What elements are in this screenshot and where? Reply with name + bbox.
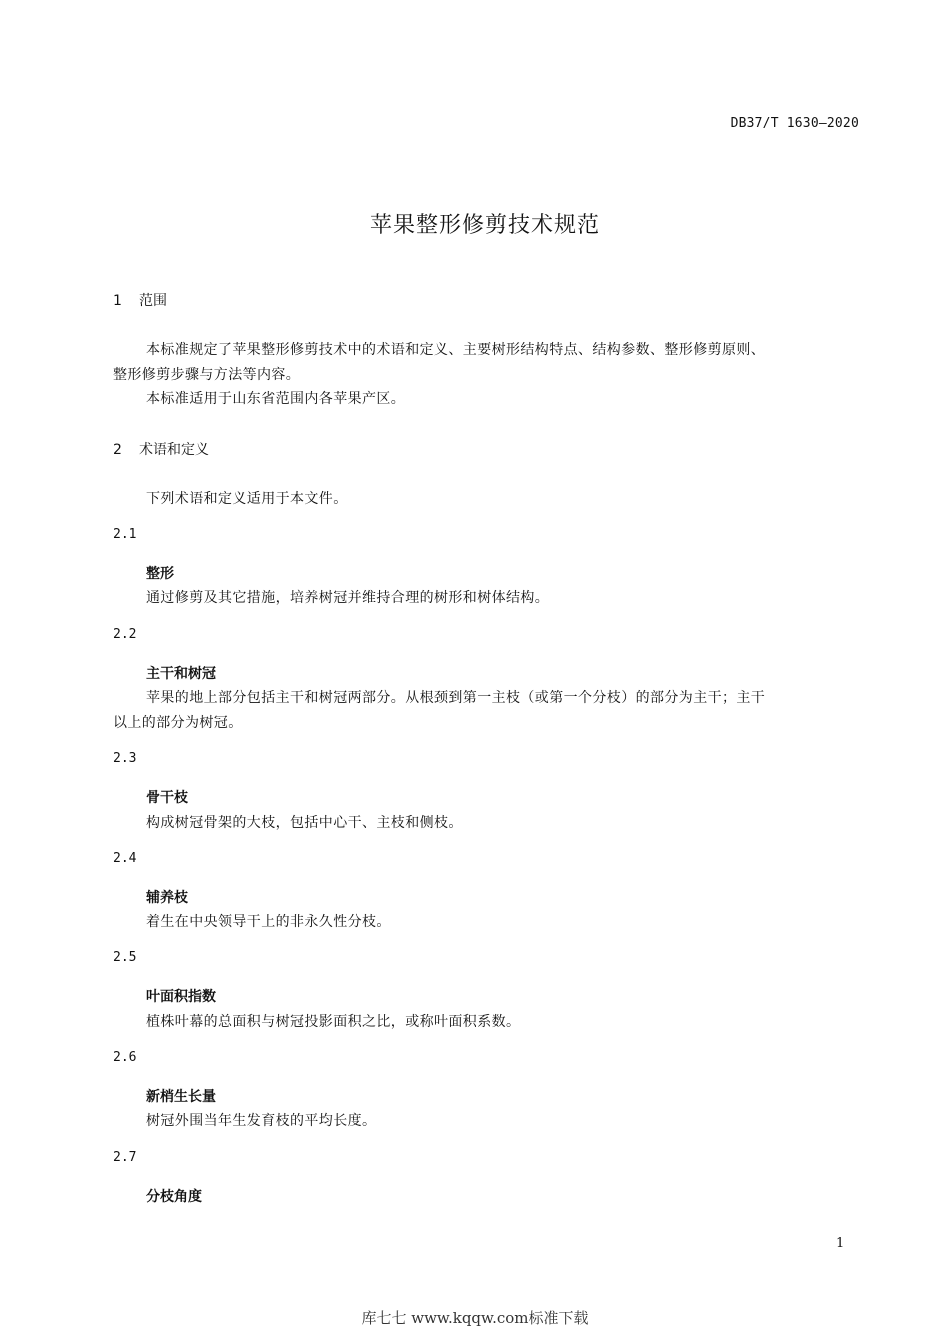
term-definition: 着生在中央领导干上的非永久性分枝。 <box>146 914 391 930</box>
scope-paragraph-1: 本标准规定了苹果整形修剪技术中的术语和定义、主要树形结构特点、结构参数、整形修剪原则、 <box>146 342 766 358</box>
section-number: 2 <box>113 442 122 458</box>
terms-intro: 下列术语和定义适用于本文件。 <box>146 491 348 507</box>
section-number: 1 <box>113 293 122 309</box>
term-title: 主干和树冠 <box>146 666 216 682</box>
term-definition: 通过修剪及其它措施，培养树冠并维持合理的树形和树体结构。 <box>146 590 550 606</box>
clause-number: 2.7 <box>113 1150 137 1165</box>
scope-paragraph-1-cont: 整形修剪步骤与方法等内容。 <box>113 367 301 383</box>
term-title: 分枝角度 <box>146 1189 202 1205</box>
section-heading-terms <box>113 439 209 459</box>
clause-number: 2.2 <box>113 627 137 642</box>
document-title: 苹果整形修剪技术规范 <box>369 213 600 238</box>
section-title: 范围 <box>139 293 167 309</box>
term-title: 整形 <box>146 566 174 582</box>
term-title: 骨干枝 <box>146 790 188 806</box>
term-definition-cont: 以上的部分为树冠。 <box>113 715 243 731</box>
term-definition: 构成树冠骨架的大枝，包括中心干、主枝和侧枝。 <box>146 815 463 831</box>
term-title: 辅养枝 <box>146 890 188 906</box>
section-title: 术语和定义 <box>139 442 209 458</box>
term-definition: 树冠外围当年生发育枝的平均长度。 <box>146 1113 377 1129</box>
section-heading-scope <box>113 290 167 310</box>
footer-watermark: 库七七 www.kqqw.com标准下载 <box>361 1309 589 1327</box>
term-definition: 植株叶幕的总面积与树冠投影面积之比，或称叶面积系数。 <box>146 1014 521 1030</box>
clause-number: 2.5 <box>113 950 137 965</box>
clause-number: 2.6 <box>113 1050 137 1065</box>
term-definition: 苹果的地上部分包括主干和树冠两部分。从根颈到第一主枝（或第一个分枝）的部分为主干；主干 <box>146 690 766 706</box>
clause-number: 2.1 <box>113 527 137 542</box>
term-title: 叶面积指数 <box>146 989 216 1005</box>
scope-paragraph-2: 本标准适用于山东省范围内各苹果产区。 <box>146 391 406 407</box>
clause-number: 2.4 <box>113 851 137 866</box>
standard-code: DB37/T 1630—2020 <box>730 116 859 131</box>
term-title: 新梢生长量 <box>146 1089 216 1105</box>
page-number: 1 <box>836 1236 845 1251</box>
clause-number: 2.3 <box>113 751 137 766</box>
